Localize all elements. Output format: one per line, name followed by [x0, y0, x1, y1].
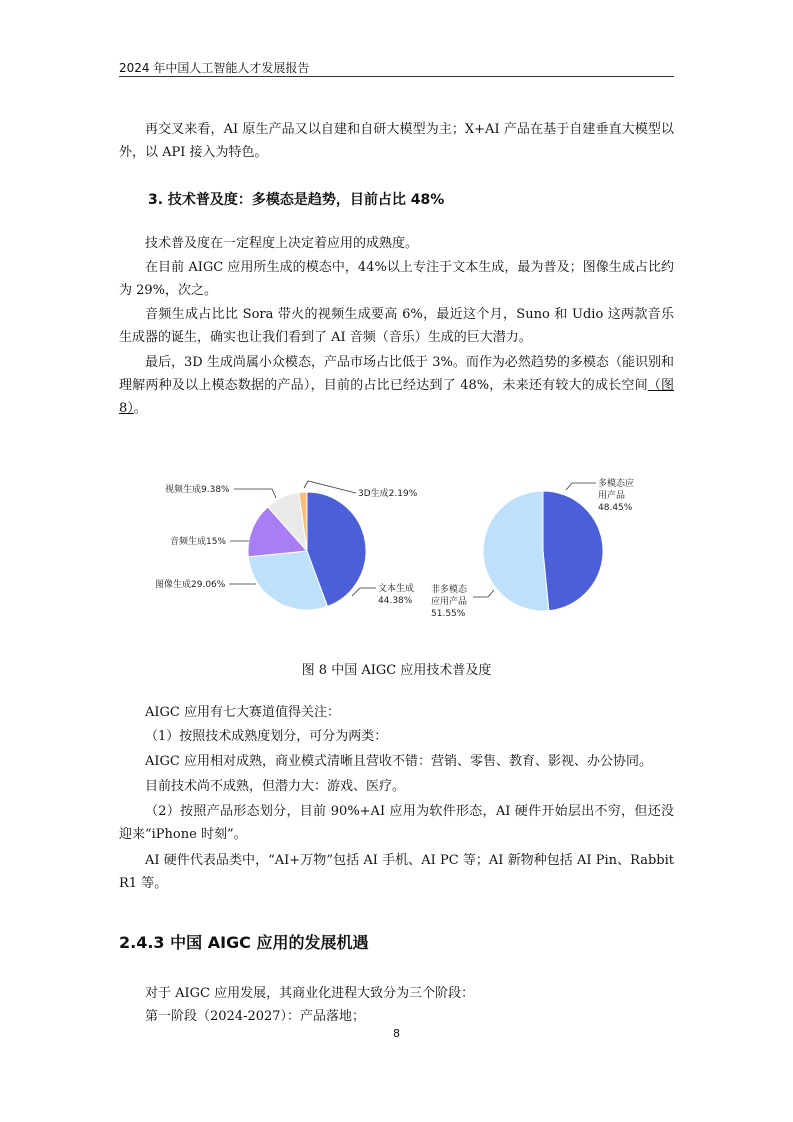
leader-line-video [234, 489, 276, 498]
leader-line-text [352, 588, 376, 596]
tracks-p2: （1）按照技术成熟度划分，可分为两类： [145, 729, 388, 744]
page-number: 8 [393, 1027, 400, 1040]
section-3-p4-main: 最后，3D 生成尚属小众模态，产品市场占比低于 3%。而作为必然趋势的多模态（能识别和理解两种及以上模态数据的产品），目前的占比已经达到了 48%，未来还有较大的成长空间 [119, 355, 674, 393]
section-243-p1: 对于 AIGC 应用发展，其商业化进程大致分为三个阶段： [145, 986, 475, 1001]
figure-caption: 图 8 中国 AIGC 应用技术普及度 [301, 663, 492, 678]
section-3-p4-end: 。 [133, 401, 147, 416]
section-3-p3: 音频生成占比比 Sora 带火的视频生成要高 6%，最近这个月，Suno 和 Udio 这两款音乐生成器的诞生，确实也让我们看到了 AI 音频（音乐）生成的巨大潜力。 [119, 307, 674, 345]
label-nonmultimodal-1: 非多模态 [431, 585, 468, 595]
intro-paragraph: 再交叉来看，AI 原生产品又以自建和自研大模型为主；X+AI 产品在基于自建垂直大模型以外，以 API 接入为特色。 [119, 122, 674, 160]
label-nonmultimodal-2: 应用产品 [431, 597, 468, 607]
label-video: 视频生成9.38% [165, 485, 230, 495]
leader-line-3d [304, 481, 356, 493]
section-3-heading: 3. 技术普及度：多模态是趋势，目前占比 48% [148, 192, 445, 208]
multimodal-pie-slice-1 [483, 491, 549, 611]
tracks-p6: AI 硬件代表品类中，“AI+万物”包括 AI 手机、AI PC 等；AI 新物种包括 AI Pin、Rabbit R1 等。 [119, 853, 674, 891]
page-header: 2024 年中国人工智能人才发展报告 [119, 61, 310, 75]
tracks-p5: （2）按照产品形态划分，目前 90%+AI 应用为软件形态，AI 硬件开始层出不穷，但还没迎来“iPhone 时刻”。 [119, 804, 674, 842]
label-text-value: 44.38% [378, 596, 413, 606]
label-image: 图像生成29.06% [155, 580, 226, 590]
figure-8-link[interactable]: （图 8） [119, 378, 674, 416]
leader-line-nonmultimodal [473, 590, 494, 597]
section-243-p2: 第一阶段（2024-2027）：产品落地； [145, 1009, 366, 1024]
pie-chart-multimodal [483, 491, 603, 611]
label-nonmultimodal-value: 51.55% [431, 609, 466, 619]
tracks-p4: 目前技术尚不成熟，但潜力大：游戏、医疗。 [145, 779, 406, 794]
pie-chart-modality [248, 492, 366, 610]
tracks-p1: AIGC 应用有七大赛道值得关注： [145, 705, 340, 720]
label-multimodal-1: 多模态应 [598, 479, 635, 489]
label-3d: 3D生成2.19% [358, 489, 418, 499]
label-text-name: 文本生成 [378, 584, 415, 594]
label-audio: 音频生成15% [170, 537, 227, 547]
section-3-p1: 技术普及度在一定程度上决定着应用的成熟度。 [145, 236, 419, 251]
label-multimodal-2: 用产品 [598, 491, 626, 501]
multimodal-pie-slice-0 [543, 491, 603, 611]
section-3-p2: 在目前 AIGC 应用所生成的模态中，44%以上专注于文本生成，最为普及；图像生成占比约为 29%，次之。 [119, 260, 674, 298]
tracks-p3: AIGC 应用相对成熟，商业模式清晰且营收不错：营销、零售、教育、影视、办公协同。 [145, 754, 652, 769]
label-multimodal-value: 48.45% [598, 503, 633, 513]
leader-line-multimodal [566, 483, 596, 490]
section-243-heading: 2.4.3 中国 AIGC 应用的发展机遇 [119, 933, 369, 952]
